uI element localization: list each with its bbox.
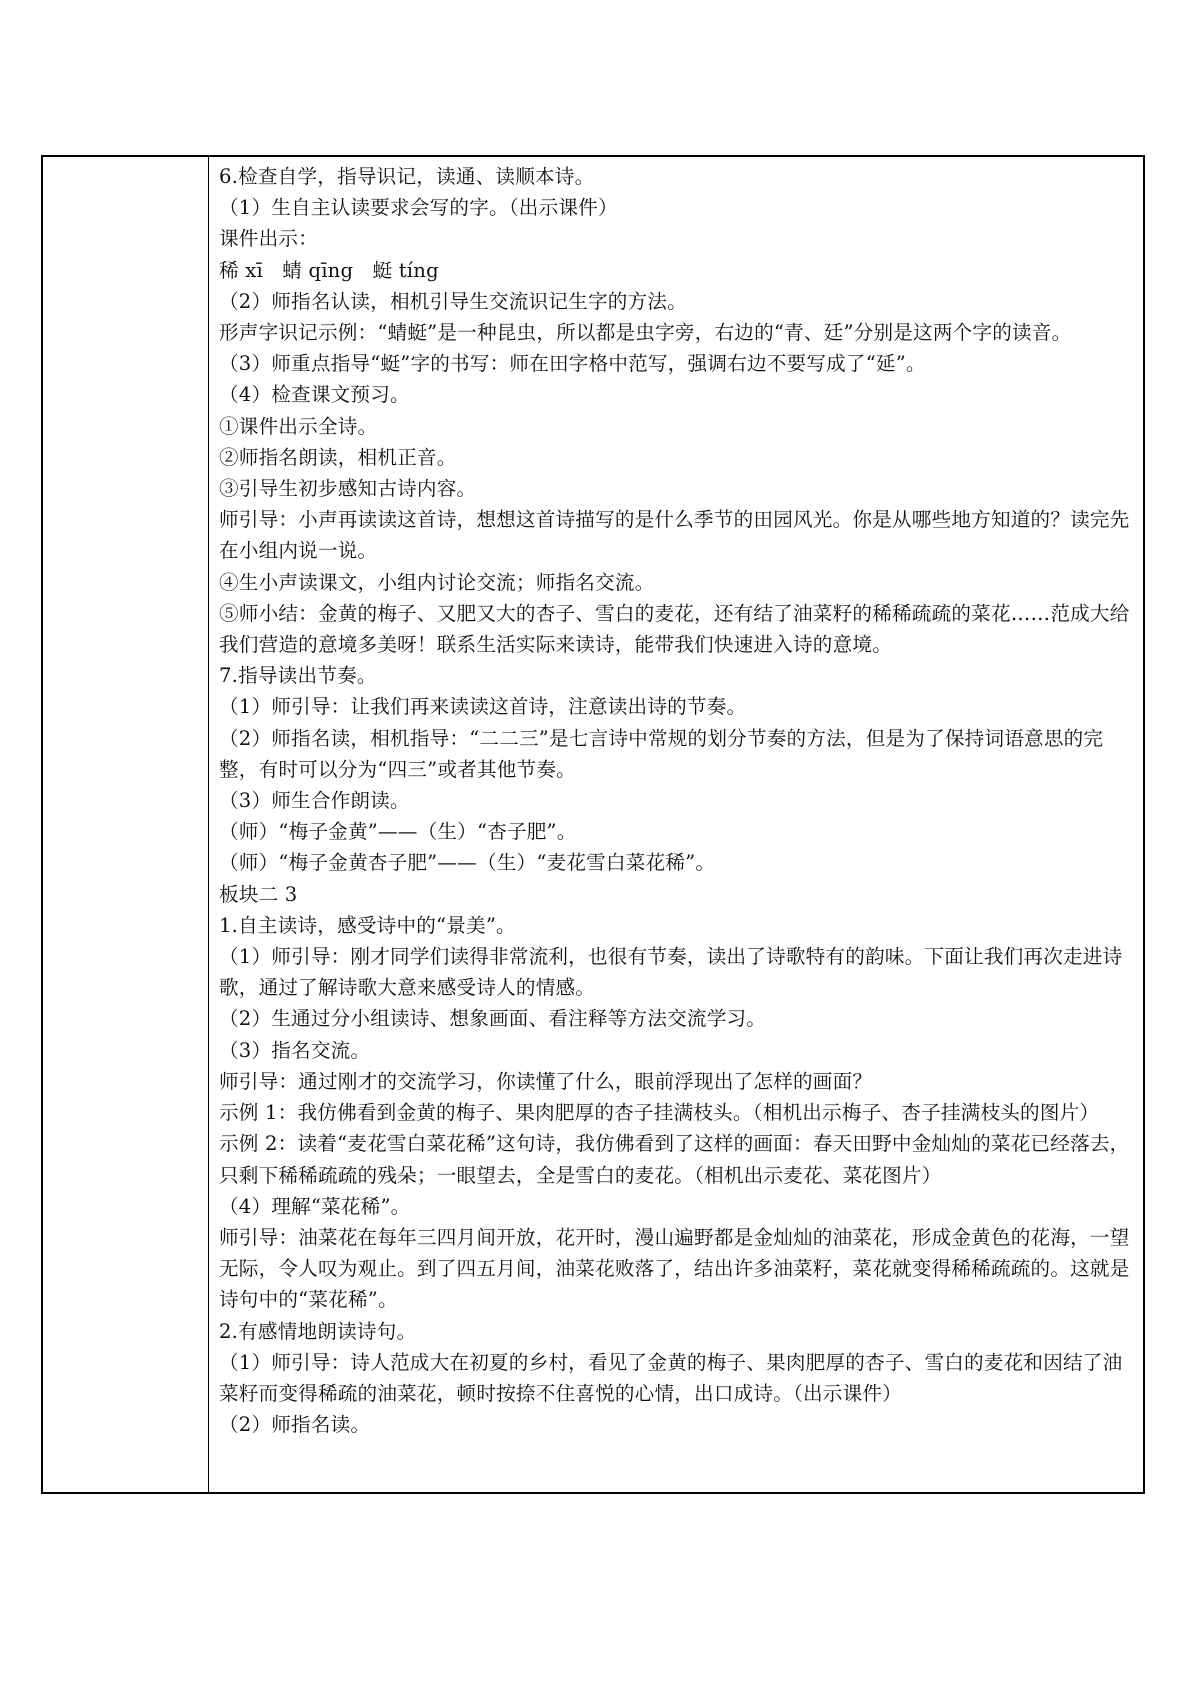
left-column-cell (42, 156, 209, 1493)
text-line: （3）指名交流。 (219, 1038, 371, 1062)
table-row (42, 156, 1144, 1493)
text-line: 课件出示： (219, 227, 318, 251)
text-line: ④生小声读课文，小组内讨论交流；师指名交流。 (219, 570, 655, 594)
lesson-plan-table (41, 155, 1145, 1494)
text-line: （师）“梅子金黄杏子肥”——（生）“麦花雪白菜花稀”。 (219, 851, 716, 875)
text-line: 7.指导读出节奏。 (219, 664, 377, 688)
text-line: ③引导生初步感知古诗内容。 (219, 477, 477, 501)
content-cell (209, 156, 1145, 1493)
text-line: （2）生通过分小组读诗、想象画面、看注释等方法交流学习。 (219, 1007, 767, 1031)
text-line: （4）检查课文预习。 (219, 383, 410, 407)
text-line: ⑤师小结：金黄的梅子、又肥又大的杏子、雪白的麦花，还有结了油菜籽的稀稀疏疏的菜花……范成大给我们营造的意境多美呀！联系生活实际来读诗，能带我们快速进入诗的意境。 (219, 601, 1130, 657)
text-line: 2.有感情地朗读诗句。 (219, 1319, 417, 1343)
text-line: （1）生自主认读要求会写的字。（出示课件） (219, 196, 618, 220)
text-line: 1.自主读诗，感受诗中的“景美”。 (219, 913, 516, 937)
text-line: （3）师重点指导“蜓”字的书写：师在田字格中范写，强调右边不要写成了“延”。 (219, 352, 926, 376)
text-line: ②师指名朗读，相机正音。 (219, 445, 457, 469)
text-line: 6.检查自学，指导识记，读通、读顺本诗。 (219, 165, 595, 188)
text-line: 示例 2：读着“麦花雪白菜花稀”这句诗，我仿佛看到了这样的画面：春天田野中金灿灿的菜花已经落去，只剩下稀稀疏疏的残朵；一眼望去，全是雪白的麦花。（相机出示麦花、菜花图片） (219, 1132, 1130, 1187)
section-heading: 板块二 3 (219, 882, 298, 906)
text-line: （4）理解“菜花稀”。 (219, 1194, 411, 1218)
text-line: （师）“梅子金黄”——（生）“杏子肥”。 (219, 820, 577, 844)
text-line: （1）师引导：刚才同学们读得非常流利，也很有节奏，读出了诗歌特有的韵味。下面让我们再次走进诗歌，通过了解诗歌大意来感受诗人的情感。 (219, 945, 1123, 1000)
text-line: （2）师指名认读，相机引导生交流识记生字的方法。 (219, 289, 687, 313)
text-line: （2）师指名读。 (219, 1413, 371, 1437)
lesson-content (209, 157, 1143, 1440)
text-line: 师引导：通过刚才的交流学习，你读懂了什么，眼前浮现出了怎样的画面？ (219, 1069, 873, 1093)
text-line: （3）师生合作朗读。 (219, 789, 410, 813)
text-line: 师引导：小声再读读这首诗，想想这首诗描写的是什么季节的田园风光。你是从哪些地方知道的？读完先在小组内说一说。 (219, 508, 1130, 563)
text-line: （1）师引导：诗人范成大在初夏的乡村，看见了金黄的梅子、果肉肥厚的杏子、雪白的麦花和因结了油菜籽而变得稀疏的油菜花，顿时按捺不住喜悦的心情，出口成诗。（出示课件） (219, 1350, 1123, 1405)
text-line: （2）师指名读，相机指导：“二二三”是七言诗中常规的划分节奏的方法，但是为了保持词语意思的完整，有时可以分为“四三”或者其他节奏。 (219, 726, 1104, 781)
text-line: 稀 xī 蜻 qīng 蜓 tíng (219, 258, 439, 282)
text-line: （1）师引导：让我们再来读读这首诗，注意读出诗的节奏。 (219, 695, 747, 719)
text-line: 形声字识记示例：“蜻蜓”是一种昆虫，所以都是虫字旁，右边的“青、廷”分别是这两个字的读音。 (219, 321, 1072, 345)
text-line: 师引导：油菜花在每年三四月间开放，花开时，漫山遍野都是金灿灿的油菜花，形成金黄色的花海，一望无际，令人叹为观止。到了四五月间，油菜花败落了，结出许多油菜籽，菜花就变得稀稀疏疏的。这就是诗句中的“菜花稀”。 (219, 1225, 1130, 1312)
text-line: ①课件出示全诗。 (219, 414, 378, 438)
text-line: 示例 1：我仿佛看到金黄的梅子、果肉肥厚的杏子挂满枝头。（相机出示梅子、杏子挂满枝头的图片） (219, 1101, 1100, 1125)
